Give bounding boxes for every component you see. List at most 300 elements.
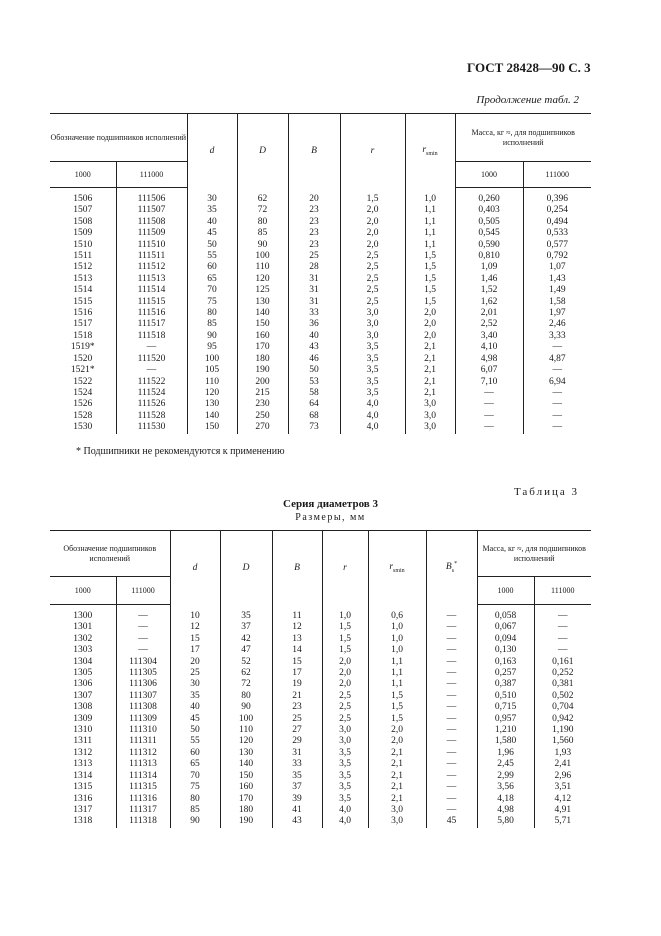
footnote: * Подшипники не рекомендуются к применению	[76, 446, 285, 457]
table-cell: —	[116, 365, 187, 376]
table-cell: 1,5	[322, 645, 368, 656]
table-cell: —	[116, 622, 170, 633]
table-cell: 10	[170, 605, 220, 623]
table-cell: 23	[272, 702, 322, 713]
table-2-body	[50, 188, 591, 434]
table-cell: 0,252	[534, 668, 591, 679]
table-cell: 105	[187, 365, 237, 376]
table-row	[50, 285, 591, 296]
table-cell: —	[523, 342, 591, 353]
table-cell: 0,161	[534, 657, 591, 668]
table-cell: 3,5	[340, 388, 405, 399]
table-cell: 1314	[73, 770, 93, 781]
header-D: D	[237, 114, 288, 188]
table-cell: 111507	[116, 205, 187, 216]
table-cell: 3,0	[368, 805, 426, 816]
t3-header-mass-111000: 111000	[534, 577, 591, 605]
table-3-label: Таблица 3	[513, 486, 579, 498]
table-cell: 1300	[73, 611, 93, 621]
table-cell: 40	[187, 217, 237, 228]
table-cell: 7,10	[455, 377, 523, 388]
table-cell: 0,094	[477, 634, 534, 645]
table-cell: 45	[170, 714, 220, 725]
table-cell: 111309	[116, 714, 170, 725]
table-row	[50, 634, 591, 645]
table-row	[50, 240, 591, 251]
table-cell: 1,0	[368, 645, 426, 656]
table-cell: 270	[237, 422, 288, 433]
table-cell: 30	[187, 188, 237, 206]
table-cell: 111530	[116, 422, 187, 433]
table-cell: 1,09	[455, 262, 523, 273]
table-cell: 85	[187, 319, 237, 330]
table-cell: 111514	[116, 285, 187, 296]
table-cell: 1510	[73, 239, 93, 250]
table-cell: 150	[237, 319, 288, 330]
table-cell: 20	[288, 188, 340, 206]
table-cell: 2,0	[340, 205, 405, 216]
table-cell: 2,5	[322, 691, 368, 702]
table-cell: 1,0	[322, 605, 368, 623]
table-cell: 111316	[116, 794, 170, 805]
table-cell: 23	[288, 228, 340, 239]
table-cell: 2,46	[523, 319, 591, 330]
table-cell: 15	[272, 657, 322, 668]
table-cell: 100	[187, 354, 237, 365]
table-cell: 2,5	[340, 262, 405, 273]
table-row	[50, 297, 591, 308]
table-cell: —	[426, 622, 477, 633]
table-row	[50, 399, 591, 410]
table-row	[50, 622, 591, 633]
table-cell: 6,07	[455, 365, 523, 376]
t3-rsmin-symbol: r	[389, 561, 394, 572]
table-cell: 1,5	[368, 702, 426, 713]
table-cell: 0,505	[455, 217, 523, 228]
table-cell: —	[116, 605, 170, 623]
t3-header-Bs	[426, 531, 477, 605]
table-cell: 0,058	[477, 605, 534, 623]
table-cell: 0,163	[477, 657, 534, 668]
table-cell: 150	[187, 422, 237, 433]
table-cell: 1,1	[368, 668, 426, 679]
table-cell: 111511	[116, 251, 187, 262]
table-cell: 30	[170, 679, 220, 690]
table-cell: 0,381	[534, 679, 591, 690]
table-cell: 1,1	[405, 240, 455, 251]
table-cell: 50	[288, 365, 340, 376]
t3-header-B: B	[272, 531, 322, 605]
table-cell: 1,5	[405, 285, 455, 296]
table-cell: 70	[170, 771, 220, 782]
table-cell: 37	[220, 622, 272, 633]
table-cell: 58	[288, 388, 340, 399]
table-row	[50, 422, 591, 433]
table-cell: 100	[237, 251, 288, 262]
table-cell: 27	[272, 725, 322, 736]
table-cell: 0,257	[477, 668, 534, 679]
table-cell: 40	[288, 331, 340, 342]
series-title: Серия диаметров 3	[283, 498, 378, 510]
table-cell: 45	[426, 816, 477, 827]
table-cell: 1306	[73, 679, 93, 690]
table-cell: —	[534, 605, 591, 623]
table-cell: 1,5	[340, 188, 405, 206]
t3-rsmin-subscript: smin	[393, 567, 405, 574]
table-cell: 111312	[116, 748, 170, 759]
table-cell: 1304	[73, 656, 93, 667]
table-cell: 4,0	[340, 422, 405, 433]
table-cell: 0,254	[523, 205, 591, 216]
table-cell: 1,210	[477, 725, 534, 736]
table-row	[50, 657, 591, 668]
table-cell: 1515	[73, 296, 93, 307]
table-cell: 215	[237, 388, 288, 399]
table-cell: 0,715	[477, 702, 534, 713]
table-cell: 25	[288, 251, 340, 262]
table-row	[50, 262, 591, 273]
table-cell: 1307	[73, 690, 93, 701]
table-cell: 3,0	[340, 331, 405, 342]
table-cell: 111528	[116, 411, 187, 422]
table-cell: 95	[187, 342, 237, 353]
table-cell: 0,704	[534, 702, 591, 713]
table-cell: —	[523, 411, 591, 422]
table-cell: 2,0	[368, 725, 426, 736]
header-designation-111000: 111000	[116, 162, 187, 188]
table-row	[50, 228, 591, 239]
table-cell: 3,0	[368, 816, 426, 827]
table-cell: 3,33	[523, 331, 591, 342]
table-row	[50, 251, 591, 262]
table-cell: 1,58	[523, 297, 591, 308]
table-cell: 31	[272, 748, 322, 759]
table-cell: 12	[272, 622, 322, 633]
table-cell: 19	[272, 679, 322, 690]
t3-header-mass: Масса, кг ≈, для подшипников исполнений	[477, 531, 591, 577]
table-cell: 1,5	[322, 634, 368, 645]
table-cell: 1,43	[523, 274, 591, 285]
table-cell: 0,6	[368, 605, 426, 623]
table-cell: 1,5	[405, 262, 455, 273]
table-cell: 0,577	[523, 240, 591, 251]
table-cell: 2,1	[368, 748, 426, 759]
t3-header-designation: Обозначение подшипников исполнений	[50, 531, 170, 577]
table-cell: 2,0	[322, 668, 368, 679]
table-cell: 15	[170, 634, 220, 645]
table-cell: 3,0	[405, 399, 455, 410]
table-cell: 3,0	[322, 725, 368, 736]
table-row	[50, 736, 591, 747]
table-cell: 4,0	[322, 805, 368, 816]
table-cell: —	[426, 634, 477, 645]
page-header-title: ГОСТ 28428—90 С. 3	[467, 60, 591, 75]
table-cell: 130	[220, 748, 272, 759]
table-cell: 1,0	[368, 634, 426, 645]
table-cell: 2,1	[405, 377, 455, 388]
table-row	[50, 782, 591, 793]
table-cell: 2,1	[405, 354, 455, 365]
table-cell: 1,1	[368, 657, 426, 668]
table-cell: —	[534, 622, 591, 633]
table-cell: 111305	[116, 668, 170, 679]
table-cell: 2,5	[322, 714, 368, 725]
table-cell: 120	[237, 274, 288, 285]
table-cell: 1309	[73, 713, 93, 724]
table-cell: 3,0	[405, 411, 455, 422]
header-B: B	[288, 114, 340, 188]
table-cell: 1,46	[455, 274, 523, 285]
table-cell: 111317	[116, 805, 170, 816]
table-cell: 160	[220, 782, 272, 793]
table-cell: 1521*	[70, 365, 95, 376]
table-cell: 0,130	[477, 645, 534, 656]
table-cell: 2,01	[455, 308, 523, 319]
table-row	[50, 342, 591, 353]
table-row	[50, 816, 591, 827]
table-cell: 90	[187, 331, 237, 342]
table-cell: 150	[220, 771, 272, 782]
table-cell: 72	[220, 679, 272, 690]
table-cell: 4,12	[534, 794, 591, 805]
table-cell: 140	[237, 308, 288, 319]
table-cell: 1308	[73, 702, 93, 713]
table-cell: 75	[170, 782, 220, 793]
table-cell: 90	[237, 240, 288, 251]
table-cell: 111524	[116, 388, 187, 399]
table-cell: 140	[220, 759, 272, 770]
table-row	[50, 319, 591, 330]
table-cell: —	[426, 725, 477, 736]
table-cell: 3,5	[322, 771, 368, 782]
table-cell: 3,0	[322, 736, 368, 747]
table-cell: 2,5	[322, 702, 368, 713]
rsmin-subscript: smin	[426, 150, 438, 157]
t3-header-rsmin	[368, 531, 426, 605]
table-cell: 2,0	[340, 217, 405, 228]
table-cell: 111518	[116, 331, 187, 342]
table-cell: 170	[237, 342, 288, 353]
t3-Bs-superscript: *	[454, 561, 458, 568]
table-cell: —	[426, 605, 477, 623]
table-cell: 1,1	[368, 679, 426, 690]
table-cell: 35	[187, 205, 237, 216]
table-cell: 2,99	[477, 771, 534, 782]
table-cell: 0,067	[477, 622, 534, 633]
table-cell: 190	[237, 365, 288, 376]
table-cell: 0,403	[455, 205, 523, 216]
table-cell: 2,0	[322, 679, 368, 690]
table-cell: —	[426, 645, 477, 656]
table-cell: 3,0	[340, 308, 405, 319]
table-cell: —	[455, 399, 523, 410]
table-cell: 1,560	[534, 736, 591, 747]
table-cell: 35	[170, 691, 220, 702]
table-cell: 1,52	[455, 285, 523, 296]
table-cell: 65	[187, 274, 237, 285]
header-mass: Масса, кг ≈, для подшипников исполнений	[455, 114, 591, 162]
table-cell: 42	[220, 634, 272, 645]
table-cell: —	[116, 645, 170, 656]
t3-Bs-symbol: B	[445, 562, 452, 573]
table-row	[50, 759, 591, 770]
table-cell: 2,41	[534, 759, 591, 770]
table-cell: 72	[237, 205, 288, 216]
table-cell: 13	[272, 634, 322, 645]
table-cell: 140	[187, 411, 237, 422]
table-cell: 25	[170, 668, 220, 679]
table-cell: 65	[170, 759, 220, 770]
table-cell: —	[455, 411, 523, 422]
table-cell: 3,0	[405, 422, 455, 433]
table-row	[50, 805, 591, 816]
t3-header-d: d	[170, 531, 220, 605]
table-cell: —	[426, 805, 477, 816]
table-cell: —	[426, 714, 477, 725]
table-cell: —	[426, 794, 477, 805]
table-cell: —	[455, 422, 523, 433]
header-mass-111000: 111000	[523, 162, 591, 188]
table-cell: 1508	[73, 216, 93, 227]
table-cell: 2,5	[340, 285, 405, 296]
table-row	[50, 702, 591, 713]
dimensions-caption: Размеры, мм	[295, 512, 366, 523]
table-cell: 4,87	[523, 354, 591, 365]
table-cell: 230	[237, 399, 288, 410]
table-cell: 2,0	[368, 736, 426, 747]
table-cell: 1,1	[405, 217, 455, 228]
table-cell: —	[534, 634, 591, 645]
table-cell: 2,0	[340, 228, 405, 239]
table-cell: —	[426, 782, 477, 793]
table-cell: —	[534, 645, 591, 656]
table-row	[50, 388, 591, 399]
table-row	[50, 331, 591, 342]
table-cell: 1,07	[523, 262, 591, 273]
table-cell: 73	[288, 422, 340, 433]
table-cell: 111311	[116, 736, 170, 747]
table-cell: —	[426, 736, 477, 747]
table-cell: 3,5	[322, 759, 368, 770]
table-cell: —	[426, 691, 477, 702]
table-cell: 111526	[116, 399, 187, 410]
table-cell: 1311	[73, 736, 93, 747]
table-cell: 4,0	[340, 411, 405, 422]
table-cell: 0,396	[523, 188, 591, 206]
table-cell: 1,97	[523, 308, 591, 319]
table-cell: 111306	[116, 679, 170, 690]
table-cell: 20	[170, 657, 220, 668]
table-row	[50, 725, 591, 736]
table-cell: 2,1	[368, 771, 426, 782]
table-cell: 111515	[116, 297, 187, 308]
header-designation-1000: 1000	[50, 162, 116, 188]
table-cell: 50	[170, 725, 220, 736]
table-cell: 4,91	[534, 805, 591, 816]
table-cell: 0,810	[455, 251, 523, 262]
table-cell: 2,0	[340, 240, 405, 251]
table-cell: 62	[237, 188, 288, 206]
table-row	[50, 668, 591, 679]
table-cell: 1530	[73, 422, 93, 433]
t3-header-D: D	[220, 531, 272, 605]
table-cell: 6,94	[523, 377, 591, 388]
t3-Bs-subscript: s	[451, 568, 455, 575]
table-cell: 111308	[116, 702, 170, 713]
table-cell: 64	[288, 399, 340, 410]
t3-header-designation-111000: 111000	[116, 577, 170, 605]
table-cell: 0,260	[455, 188, 523, 206]
table-cell: —	[455, 388, 523, 399]
header-mass-1000: 1000	[455, 162, 523, 188]
table-cell: 2,5	[340, 274, 405, 285]
table-row	[50, 645, 591, 656]
table-cell: —	[426, 702, 477, 713]
table-cell: 43	[272, 816, 322, 827]
table-cell: 1,5	[405, 274, 455, 285]
table-cell: 21	[272, 691, 322, 702]
table-cell: 2,1	[368, 782, 426, 793]
table-cell: 3,56	[477, 782, 534, 793]
table-cell: —	[426, 771, 477, 782]
table-cell: 23	[288, 205, 340, 216]
table-cell: 1506	[73, 194, 93, 204]
table-cell: 53	[288, 377, 340, 388]
table-cell: 1514	[73, 285, 93, 296]
table-cell: 0,792	[523, 251, 591, 262]
table-cell: 2,0	[405, 331, 455, 342]
table-3	[50, 530, 591, 828]
table-cell: 1528	[73, 410, 93, 421]
table-cell: 110	[187, 377, 237, 388]
table-cell: 33	[288, 308, 340, 319]
table-cell: 170	[220, 794, 272, 805]
table-cell: 4,0	[340, 399, 405, 410]
table-cell: 1,93	[534, 748, 591, 759]
table-row	[50, 794, 591, 805]
table-cell: 2,96	[534, 771, 591, 782]
table-cell: 4,0	[322, 816, 368, 827]
table-cell: 111304	[116, 657, 170, 668]
table-cell: —	[523, 422, 591, 433]
table-cell: 0,942	[534, 714, 591, 725]
table-cell: 1,1	[405, 228, 455, 239]
table-cell: 1,5	[405, 297, 455, 308]
table-cell: 3,5	[340, 365, 405, 376]
table-cell: 120	[187, 388, 237, 399]
table-cell: 3,0	[340, 319, 405, 330]
table-cell: 100	[220, 714, 272, 725]
table-cell: 90	[170, 816, 220, 827]
table-row	[50, 188, 591, 206]
table-cell: 43	[288, 342, 340, 353]
table-cell: 25	[272, 714, 322, 725]
header-d: d	[187, 114, 237, 188]
table-cell: 1,5	[322, 622, 368, 633]
table-cell: 2,5	[340, 297, 405, 308]
table-cell: 1,5	[368, 714, 426, 725]
table-cell: 1,62	[455, 297, 523, 308]
table-cell: 50	[187, 240, 237, 251]
table-cell: 2,1	[405, 342, 455, 353]
table-cell: 111318	[116, 816, 170, 827]
table-cell: 3,5	[322, 794, 368, 805]
table-cell: 80	[170, 794, 220, 805]
rsmin-symbol: r	[422, 144, 427, 155]
table-cell: —	[523, 399, 591, 410]
table-cell: 5,80	[477, 816, 534, 827]
table-cell: 1302	[73, 633, 93, 644]
